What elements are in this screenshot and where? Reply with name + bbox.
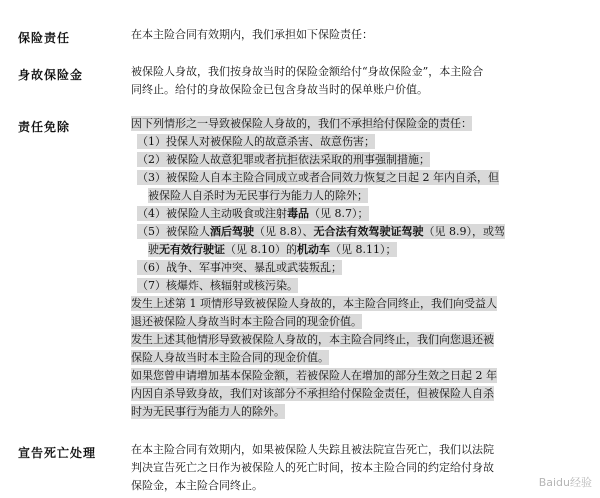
section-body — [131, 441, 531, 495]
body-line: 同终止。给付的身故保险金已包含身故当时的保单账户价值。 — [131, 83, 428, 96]
section-body — [131, 115, 531, 421]
exclusion-para: 发生上述第 1 项情形导致被保险人身故的，本主险合同终止，我们向受益人 — [131, 297, 497, 310]
exclusion-para: 时为无民事行为能力人的除外。 — [131, 405, 285, 418]
term-drugs: 毒品 — [287, 207, 309, 220]
exclusion-item: 驶无有效行驶证（见 8.10）的机动车（见 8.11）； — [148, 243, 397, 256]
body-line: 判决宣告死亡之日作为被保险人的死亡时间，按本主险合同的约定给付身故 — [131, 461, 494, 474]
body-line: 在本主险合同有效期内，我们承担如下保险责任： — [131, 28, 373, 41]
section-label: 责任免除 — [18, 120, 71, 134]
exclusion-item: （5）被保险人酒后驾驶（见 8.8）、无合法有效驾驶证驾驶（见 8.9），或驾 — [137, 225, 505, 238]
exclusion-para: 内因自杀导致身故，我们对该部分不承担给付保险金责任，但被保险人自杀 — [131, 387, 494, 400]
exclusion-para: 保险人身故当时本主险合同的现金价值。 — [131, 351, 329, 364]
section-label: 身故保险金 — [18, 68, 84, 82]
body-line: 被保险人身故，我们按身故当时的保险金额给付“身故保险金”，本主险合 — [131, 65, 484, 78]
exclusion-item: （7）核爆炸、核辐射或核污染。 — [137, 279, 298, 292]
exclusion-item: （2）被保险人故意犯罪或者抗拒依法采取的刑事强制措施； — [137, 153, 430, 166]
section-body — [131, 26, 531, 44]
exclusion-item: （4）被保险人主动吸食或注射毒品（见 8.7）； — [137, 207, 369, 220]
term-drunk-driving: 酒后驾驶 — [210, 225, 254, 238]
exclusion-para: 如果您曾申请增加基本保险金额，若被保险人在增加的部分生效之日起 2 年 — [131, 369, 497, 382]
watermark: Baidu经验 — [538, 476, 592, 489]
term-motor-vehicle: 机动车 — [297, 243, 330, 256]
exclusion-item: （1）投保人对被保险人的故意杀害、故意伤害； — [137, 135, 375, 148]
exclusion-para: 发生上述其他情形导致被保险人身故的，本主险合同终止，我们向您退还被 — [131, 333, 494, 346]
term-no-valid-permit: 无有效行驶证 — [159, 243, 225, 256]
exclusion-intro: 因下列情形之一导致被保险人身故的，我们不承担给付保险金的责任： — [131, 117, 472, 130]
body-line: 保险金，本主险合同终止。 — [131, 479, 263, 492]
section-label: 宣告死亡处理 — [18, 446, 97, 460]
body-line: 在本主险合同有效期内，如果被保险人失踪且被法院宣告死亡，我们以法院 — [131, 443, 494, 456]
term-unlicensed-driving: 无合法有效驾驶证驾驶 — [313, 225, 424, 238]
section-body — [131, 63, 531, 99]
exclusion-para: 退还被保险人身故当时本主险合同的现金价值。 — [131, 315, 362, 328]
section-label: 保险责任 — [18, 31, 71, 45]
exclusion-item: （6）战争、军事冲突、暴乱或武装叛乱； — [137, 261, 342, 274]
exclusion-item: 被保险人自杀时为无民事行为能力人的除外； — [148, 189, 368, 202]
exclusion-item: （3）被保险人自本主险合同成立或者合同效力恢复之日起 2 年内自杀，但 — [137, 171, 499, 184]
